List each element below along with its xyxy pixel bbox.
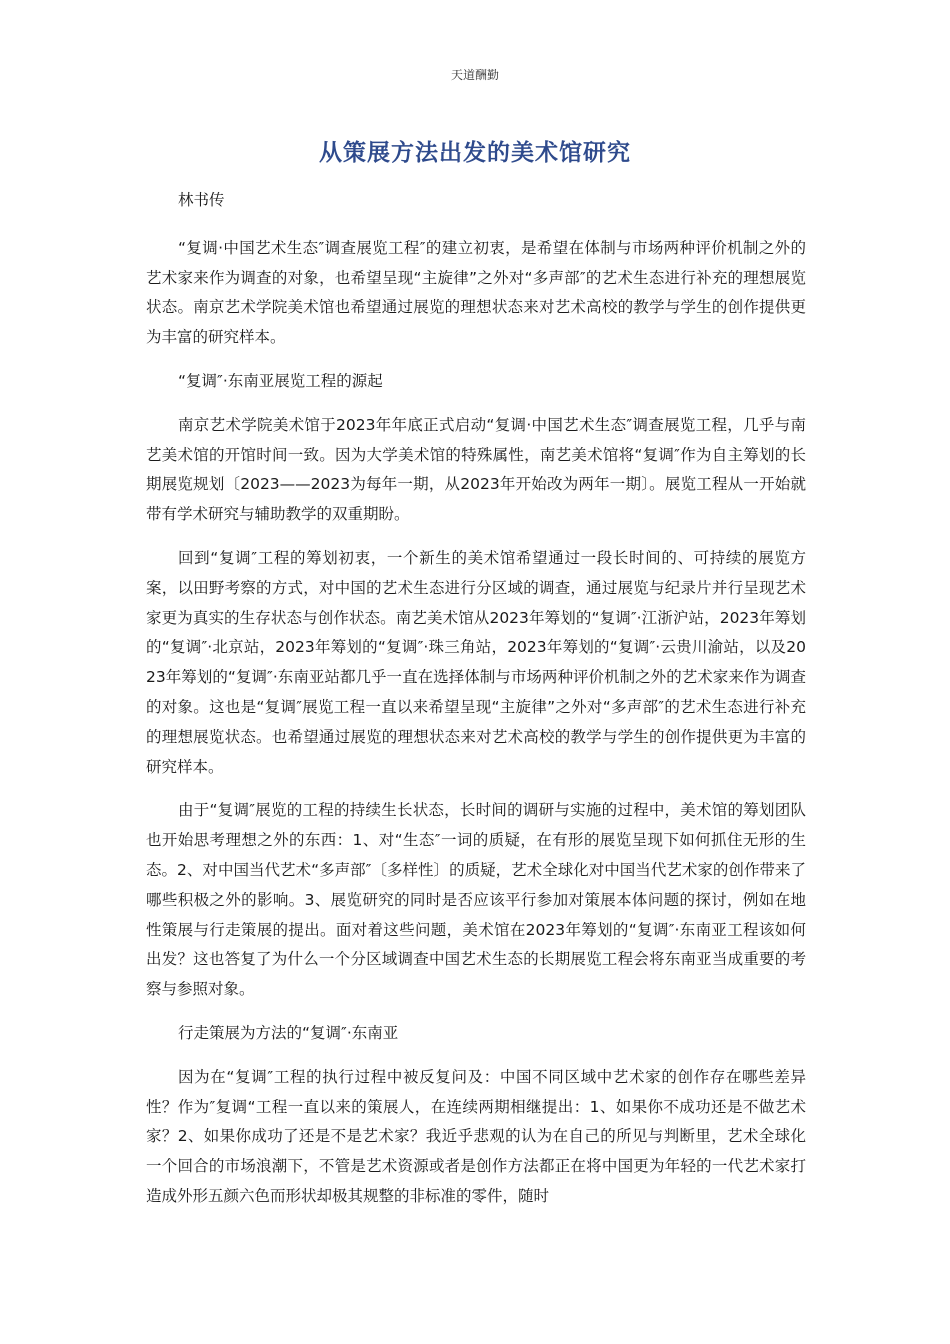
paragraph: 由于“复调″展览的工程的持续生长状态，长时间的调研与实施的过程中，美术馆的筹划团队也开始思考理想之外的东西：1、对“生态″一词的质疑，在有形的展览呈现下如何抓住无形的生态。2、对中国当代艺术“多声部″〔多样性〕的质疑，艺术全球化对中国当代艺术家的创作带来了哪些积极之外的影响。3、展览研究的同时是否应该平行参加对策展本体问题的探讨，例如在地性策展与行走策展的提出。面对着这些问题，美术馆在2023年筹划的“复调″·东南亚工程该如何出发？这也答复了为什么一个分区域调查中国艺术生态的长期展览工程会将东南亚当成重要的考察与参照对象。 — [146, 801, 806, 999]
article-author: 林书传 — [178, 191, 225, 209]
page-header: 天道酬勤 — [450, 68, 499, 82]
section-heading: 行走策展为方法的“复调″·东南亚 — [178, 1023, 399, 1042]
paragraph: 南京艺术学院美术馆于2023年年底正式启动“复调·中国艺术生态″调查展览工程，几乎与南艺美术馆的开馆时间一致。因为大学美术馆的特殊属性，南艺美术馆将“复调″作为自主筹划的长期展览规划〔2023——2023为每年一期，从2023年开始改为两年一期〕。展览工程从一开始就带有学术研究与辅助教学的双重期盼。 — [146, 415, 806, 524]
article-body — [146, 186, 806, 1226]
section-heading: “复调″·东南亚展览工程的源起 — [178, 371, 383, 390]
paragraph: 回到“复调″工程的筹划初衷，一个新生的美术馆希望通过一段长时间的、可持续的展览方案，以田野考察的方式，对中国的艺术生态进行分区域的调查，通过展览与纪录片并行呈现艺术家更为真实的生存状态与创作状态。南艺美术馆从2023年筹划的“复调″·江浙沪站，2023年筹划的“复调″·北京站，2023年筹划的“复调″·珠三角站，2023年筹划的“复调″·云贵川渝站，以及2023年筹划的“复调″·东南亚站都几乎一直在选择体制与市场两种评价机制之外的艺术家来作为调查的对象。这也是“复调″展览工程一直以来希望呈现“主旋律”之外对“多声部″的艺术生态进行补充的理想展览状态。也希望通过展览的理想状态来对艺术高校的教学与学生的创作提供更为丰富的研究样本。 — [146, 548, 806, 776]
paragraph: “复调·中国艺术生态″调查展览工程″的建立初衷，是希望在体制与市场两种评价机制之外的艺术家来作为调查的对象，也希望呈现“主旋律”之外对“多声部″的艺术生态进行补充的理想展览状态。南京艺术学院美术馆也希望通过展览的理想状态来对艺术高校的教学与学生的创作提供更为丰富的研究样本。 — [146, 238, 806, 347]
paragraph: 因为在“复调″工程的执行过程中被反复问及：中国不同区域中艺术家的创作存在哪些差异性？作为″复调“工程一直以来的策展人，在连续两期相继提出：1、如果你不成功还是不做艺术家？2、如果你成功了还是不是艺术家？我近乎悲观的认为在自己的所见与判断里，艺术全球化一个回合的市场浪潮下，不管是艺术资源或者是创作方法都正在将中国更为年轻的一代艺术家打造成外形五颜六色而形状却极其规整的非标准的零件，随时 — [146, 1067, 806, 1205]
article-title: 从策展方法出发的美术馆研究 — [319, 140, 631, 166]
